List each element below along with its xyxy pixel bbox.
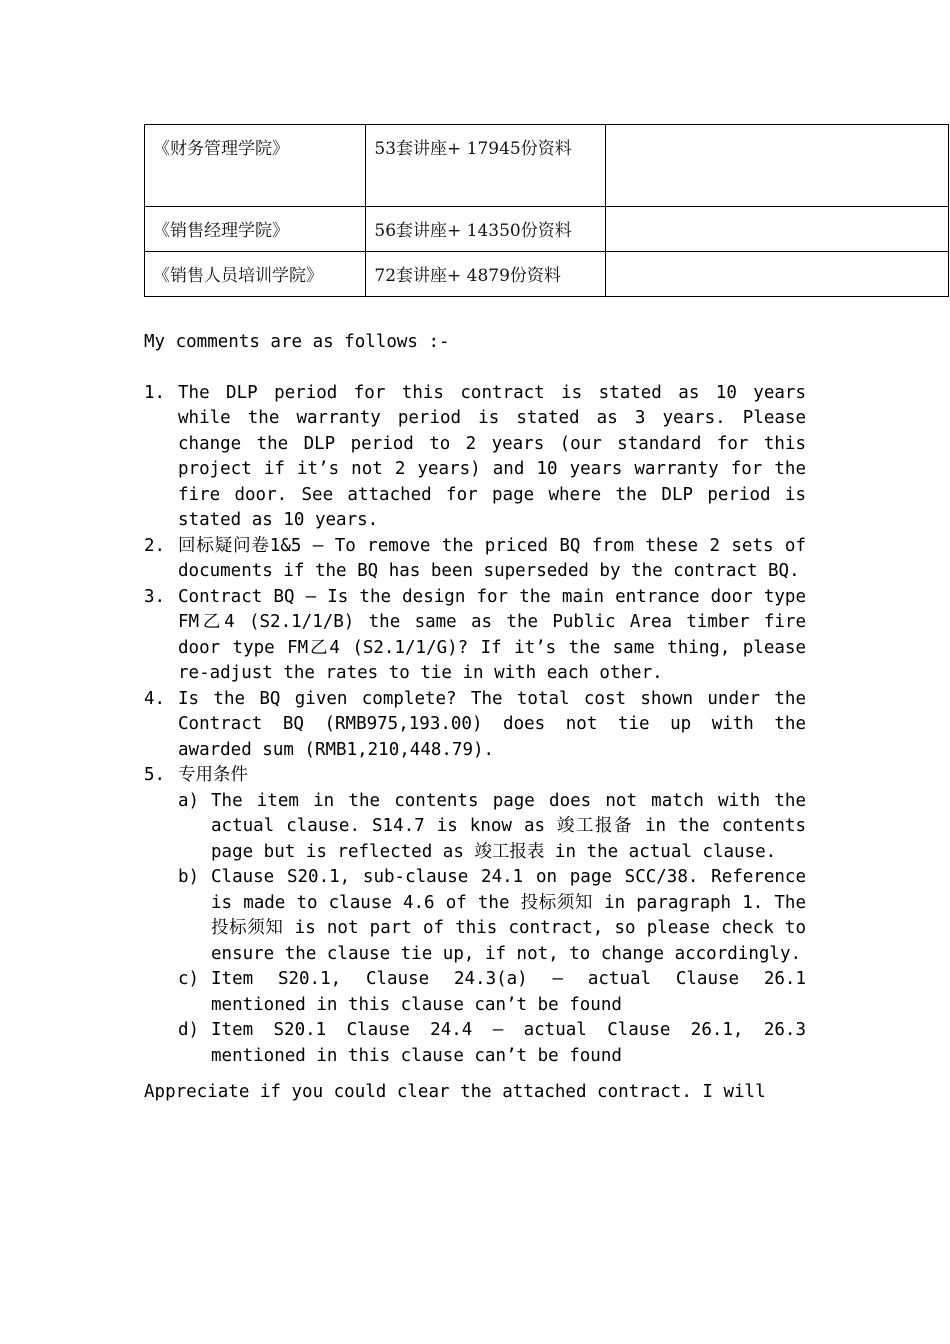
list-item-text: Contract BQ – Is the design for the main entrance door type FM乙4 (S2.1/1/B) the same as the Public Area timber fire door type FM乙4 (S2.1/1/G)? If it’s the same thing, please re-adjust the rates to tie in with each other. (178, 586, 806, 683)
list-item (144, 687, 806, 764)
list-item (144, 381, 806, 534)
sub-list-item (178, 789, 806, 866)
sub-list-item-text: Clause S20.1, sub-clause 24.1 on page SCC/38. Reference is made to clause 4.6 of the 投标须知 in paragraph 1. The 投标须知 is not part of this contract, so please check to ensure the clause tie up, if not, to change accordingly. (211, 867, 806, 964)
sub-list-letter: a) (178, 790, 200, 811)
list-number: 4. (144, 688, 166, 709)
list-item-text: The DLP period for this contract is stated as 10 years while the warranty period is stated as 3 years. Please change the DLP period to 2 years (our standard for this project if it’s not 2 years) and 10 years warranty for the fire door. See attached for page where the DLP period is stated as 10 years. (178, 382, 806, 530)
table-cell-content: 53套讲座+ 17945份资料 (366, 125, 605, 207)
table-cell-content: 56套讲座+ 14350份资料 (366, 207, 605, 252)
table-cell-title: 《销售经理学院》 (145, 207, 366, 252)
list-item (144, 534, 806, 585)
list-number: 3. (144, 586, 166, 607)
table-row (145, 207, 949, 252)
table-cell-content: 72套讲座+ 4879份资料 (366, 252, 605, 297)
sub-list-item-text: Item S20.1, Clause 24.3(a) – actual Clause 26.1 mentioned in this clause can’t be found (211, 969, 806, 1015)
list-number: 1. (144, 382, 166, 403)
course-table (144, 124, 949, 297)
list-item-text: Is the BQ given complete? The total cost shown under the Contract BQ (RMB975,193.00) does not tie up with the awarded sum (RMB1,210,448.79). (178, 688, 806, 760)
sub-list-item (178, 967, 806, 1018)
sub-list-letter: d) (178, 1020, 200, 1040)
sub-list-letter: c) (178, 969, 200, 989)
letter-body (144, 330, 806, 1106)
closing-paragraph: Appreciate if you could clear the attached contract. I will (144, 1082, 766, 1102)
sub-list (178, 789, 806, 1070)
table-row (145, 252, 949, 297)
sub-list-item-text: The item in the contents page does not match with the actual clause. S14.7 is know as 竣工报备 in the contents page but is reflected as 竣工报表 in the actual clause. (211, 790, 806, 862)
sub-list-letter: b) (178, 867, 200, 887)
sub-list-item (178, 865, 806, 967)
sub-list-item (178, 1018, 806, 1069)
list-item-text: 回标疑问卷1&5 – To remove the priced BQ from these 2 sets of documents if the BQ has been superseded by the contract BQ. (178, 535, 806, 581)
list-item-text: 专用条件 (178, 765, 248, 785)
list-item (144, 585, 806, 687)
list-item (144, 763, 806, 1069)
table-cell-title: 《销售人员培训学院》 (145, 252, 366, 297)
comments-list (144, 381, 806, 1070)
table-row (145, 125, 949, 207)
sub-list-item-text: Item S20.1 Clause 24.4 – actual Clause 26.1, 26.3 mentioned in this clause can’t be found (211, 1020, 806, 1066)
table-cell-empty (605, 207, 948, 252)
list-number: 2. (144, 535, 166, 556)
table-cell-empty (605, 252, 948, 297)
list-number: 5. (144, 765, 166, 785)
intro-paragraph: My comments are as follows :- (144, 332, 450, 352)
table-cell-title: 《财务管理学院》 (145, 125, 366, 207)
table-cell-empty (605, 125, 948, 207)
